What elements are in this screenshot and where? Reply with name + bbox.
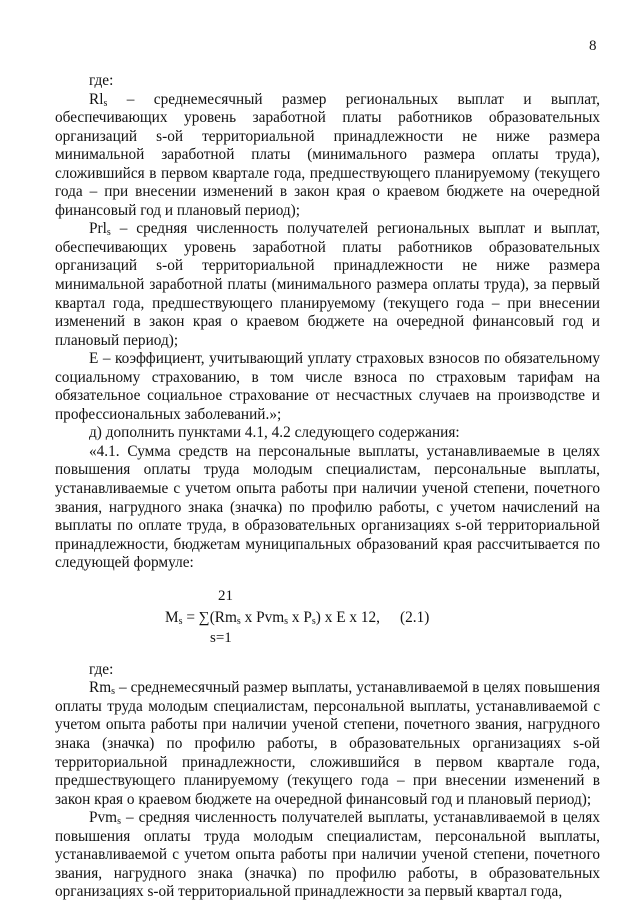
symbol-rm: Rm	[89, 679, 112, 697]
symbol-prl-subscript: s	[106, 227, 111, 239]
page-number: 8	[589, 38, 597, 54]
document-body	[55, 72, 600, 902]
paragraph-prl-text: – средняя численность получателей региональных выплат и выплат, обеспечивающих уровень заработной платы работников образовательных организаций s-ой территориальной принадлежности не ниже размера минимальной заработной платы (минимального размера оплаты труда), за первый квартал года, предшествующего планируемому (текущего года – при внесении изменений в закон края о краевом бюджете на очередной финансовый год и плановый период);	[55, 220, 600, 349]
formula-number: (2.1)	[400, 608, 430, 626]
paragraph-e: E – коэффициент, учитывающий уплату страховых взносов по обязательному социальному страхованию, в том числе взноса по страховым тарифам на обязательное социальное страхование от несчастных случаев на производстве и профессиональных заболеваний.»;	[55, 350, 600, 423]
formula-expression	[165, 609, 380, 628]
paragraph-rl-text: – среднемесячный размер региональных выплат и выплат, обеспечивающих уровень заработной платы работников образовательных организаций s-ой территориальной принадлежности не ниже размера минимальной заработной платы (минимального размера оплаты труда), сложившийся в первом квартале года, предшествующего планируемому (текущего года – при внесении изменений в закон края о краевом бюджете на очередной финансовый год и плановый период);	[55, 90, 600, 219]
sum-lower-limit: s=1	[210, 629, 232, 646]
symbol-prl: Prl	[89, 220, 107, 238]
paragraph-rm	[55, 679, 600, 809]
paragraph-4-1: «4.1. Сумма средств на персональные выплаты, устанавливаемые в целях повышения оплаты труда молодым специалистам, персональные выплаты, устанавливаемые с учетом опыта работы при наличии ученой степени, почетного звания, нагрудного знака (значка) по профилю работы, с учетом начислений на выплаты по оплате труда, в образовательных организациях s-ой территориальной принадлежности, бюджетам муниципальных образований края рассчитывается по следующей формуле:	[55, 442, 600, 572]
symbol-pvm: Pvm	[89, 809, 118, 827]
paragraph-d: д) дополнить пунктами 4.1, 4.2 следующего содержания:	[89, 424, 460, 442]
formula-2-1	[55, 587, 600, 661]
sum-upper-limit: 21	[218, 587, 233, 604]
formula-x-p: x P	[288, 608, 312, 626]
symbol-pvm-subscript: s	[117, 816, 121, 828]
formula-x-pvm: x Pvm	[240, 608, 285, 626]
paragraph-pvm	[55, 809, 600, 902]
paragraph-rm-text: – среднемесячный размер выплаты, устанавливаемой в целях повышения оплаты труда молодым специалистам, персональной выплаты, устанавливаемой с учетом опыта работы при наличии ученой степени, почетного звания, нагрудного знака (значка) по профилю работы, в образовательных организациях s-ой территориальной принадлежности, сложившийся в первом квартале года, предшествующего планируемому (текущего года – при внесении изменений в закон края о краевом бюджете на очередной финансовый год и плановый период);	[55, 679, 600, 808]
formula-rm-subscript: s	[236, 615, 241, 627]
formula-lhs-subscript: s	[178, 615, 183, 627]
paragraph-rl	[55, 91, 600, 221]
formula-pvm-subscript: s	[284, 615, 289, 627]
where-label-2: где:	[89, 660, 114, 678]
formula-lhs: M	[165, 608, 179, 626]
paragraph-pvm-text: – средняя численность получателей выплаты, устанавливаемой в целях повышения оплаты труда молодым специалистам, персональной выплаты, устанавливаемой с учетом опыта работы при наличии ученой степени, почетного звания, нагрудного знака (значка) по профилю работы, в образовательных организациях s-ой территориальной принадлежности за первый квартал года,	[55, 809, 600, 901]
paragraph-prl	[55, 220, 600, 350]
formula-p-subscript: s	[311, 615, 316, 627]
symbol-rl: Rl	[89, 90, 104, 108]
symbol-rm-subscript: s	[111, 686, 116, 698]
symbol-rl-subscript: s	[103, 97, 108, 109]
where-label: где:	[89, 72, 114, 89]
formula-tail: ) x E x 12,	[315, 608, 380, 626]
formula-eq-sum: = ∑(Rm	[182, 608, 237, 626]
